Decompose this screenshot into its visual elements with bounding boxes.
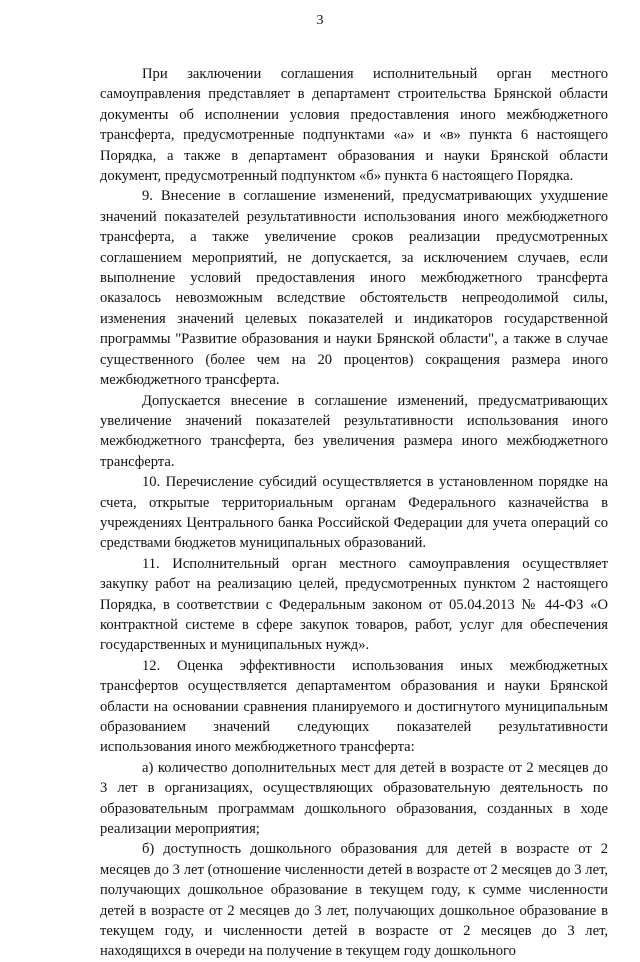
paragraph-10: 10. Перечисление субсидий осуществляется в установленном порядке на счета, открытые территориальным органам Федерального казначейства в учреждениях Центрального банка Российской Федерации для учета операций со средствами бюджетов муниципальных образований. bbox=[100, 474, 608, 552]
document-body bbox=[100, 64, 608, 962]
paragraph-12a: а) количество дополнительных мест для детей в возрасте от 2 месяцев до 3 лет в организациях, осуществляющих образовательную деятельность по образовательным программам дошкольного образования, созданных в ходе реализации мероприятия; bbox=[100, 759, 608, 838]
paragraph-11: 11. Исполнительный орган местного самоуправления осуществляет закупку работ на реализацию целей, предусмотренных пунктом 2 настоящего Порядка, в соответствии с Федеральным законом от 05.04.2013 № 44-ФЗ «О контрактной системе в сфере закупок товаров, работ, услуг для обеспечения государственных и муниципальных нужд». bbox=[100, 555, 608, 654]
paragraph-9: 9. Внесение в соглашение изменений, предусматривающих ухудшение значений показателей результативности использования иного межбюджетного трансферта, а также увеличение сроков реализации предусмотренных соглашением мероприятий, не допускается, за исключением случаев, если выполнение условий предоставления иного межбюджетного трансферта оказалось невозможным вследствие обстоятельств непреодолимой силы, изменения значений целевых показателей и индикаторов государственной программы "Развитие образования и науки Брянской области", а также в случае существенного (более чем на 20 процентов) сокращения размера иного межбюджетного трансферта. bbox=[100, 188, 608, 389]
page-number: 3 bbox=[316, 13, 324, 28]
paragraph-12b: б) доступность дошкольного образования для детей в возрасте от 2 месяцев до 3 лет (отношение численности детей в возрасте от 2 месяцев до 3 лет, получающих дошкольное образование в текущем году, к сумме численности детей в возрасте от 2 месяцев до 3 лет, получающих дошкольное образование в текущем году, и численности детей в возрасте от 2 месяцев до 3 лет, находящихся в очереди на получение в текущем году дошкольного bbox=[100, 841, 608, 960]
paragraph-9-addendum: Допускается внесение в соглашение изменений, предусматривающих увеличение значений показателей результативности использования иного межбюджетного трансферта, без увеличения размера иного межбюджетного трансферта. bbox=[100, 392, 608, 470]
paragraph-intro: При заключении соглашения исполнительный орган местного самоуправления представляет в департамент строительства Брянской области документы об исполнении условия предоставления иного межбюджетного трансферта, предусмотренные подпунктами «а» и «в» пункта 6 настоящего Порядка, а также в департамент образования и науки Брянской области документ, предусмотренный подпунктом «б» пункта 6 настоящего Порядка. bbox=[100, 66, 608, 185]
paragraph-12: 12. Оценка эффективности использования иных межбюджетных трансфертов осуществляется департаментом образования и науки Брянской области на основании сравнения планируемого и достигнутого муниципальным образованием значений следующих показателей результативности использования иного межбюджетного трансферта: bbox=[100, 657, 608, 756]
